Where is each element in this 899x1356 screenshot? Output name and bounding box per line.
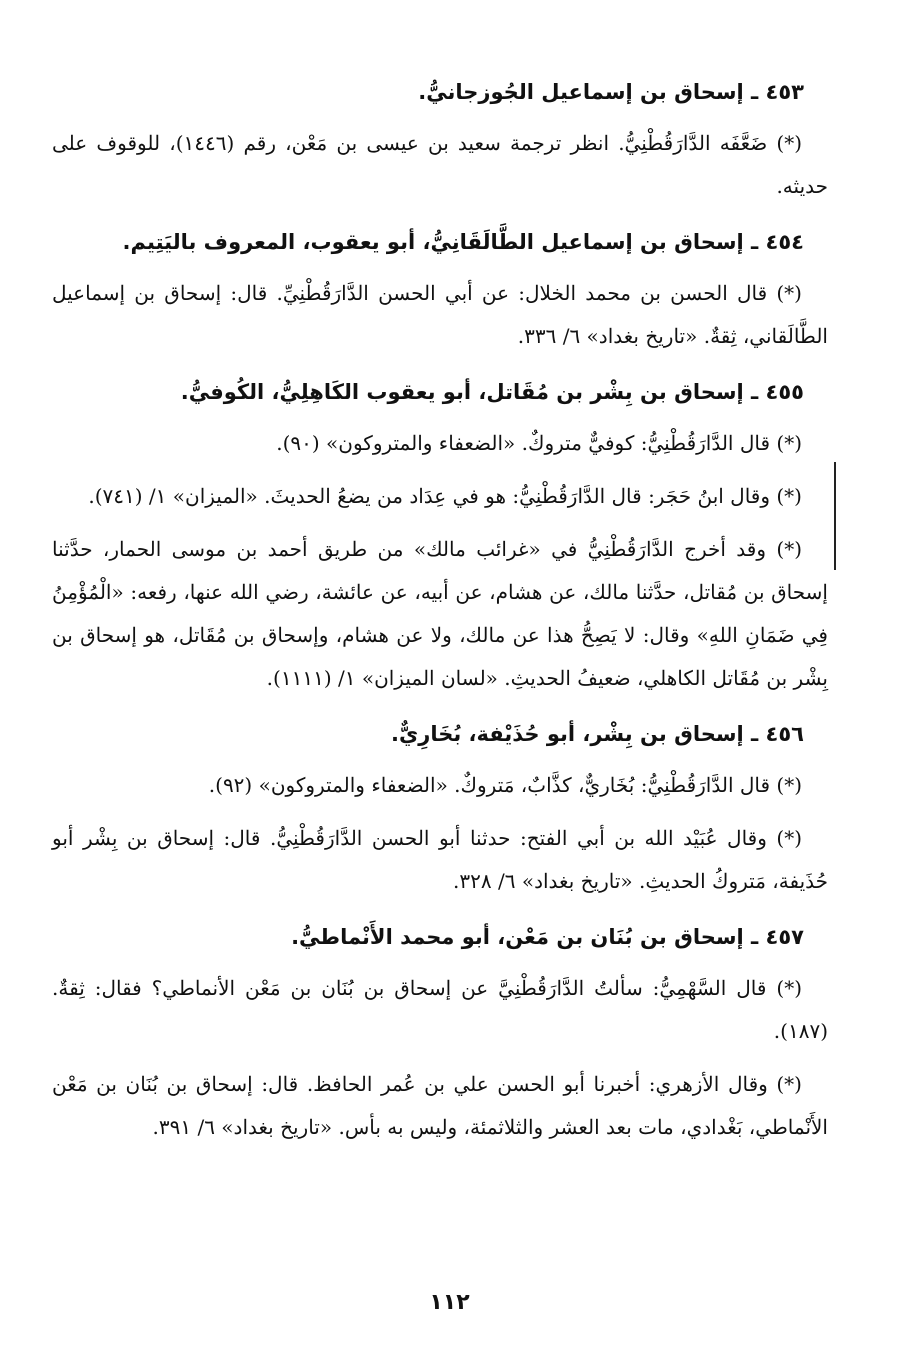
margin-mark <box>834 462 836 570</box>
entry-paragraph: (*) وقال ابنُ حَجَر: قال الدَّارَقُطْنِيُّ: هو في عِدَاد من يضعُ الحديثَ. «الميزان» ١/ (٧٤١). <box>88 484 802 508</box>
entry-heading: ٤٥٣ ـ إسحاق بن إسماعيل الجُوزجانيُّ. <box>418 80 804 104</box>
entry-heading: ٤٥٥ ـ إسحاق بن بِشْر بن مُقَاتل، أبو يعقوب الكَاهِلِيُّ، الكُوفيُّ. <box>180 380 804 404</box>
entry-heading: ٤٥٦ ـ إسحاق بن بِشْر، أبو حُذَيْفة، بُخَارِيٌّ. <box>391 722 804 746</box>
entry-paragraph: (*) قال الحسن بن محمد الخلال: عن أبي الحسن الدَّارَقُطْنِيِّ. قال: إسحاق بن إسماعيل الطَّالَقاني، ثِقةٌ. «تاريخ بغداد» ٦/ ٣٣٦. <box>52 281 828 348</box>
page-body <box>52 72 828 1149</box>
entry-paragraph: (*) ضَعَّفَه الدَّارَقُطْنِيُّ. انظر ترجمة سعيد بن عيسى بن مَعْن، رقم (١٤٤٦)، للوقوف على حديثه. <box>52 131 828 198</box>
page-number: ١١٢ <box>429 1290 470 1315</box>
entry-paragraph: (*) قال الدَّارَقُطْنِيُّ: بُخَاريٌّ، كذَّابٌ، مَتروكٌ. «الضعفاء والمتروكون» (٩٢). <box>208 773 802 797</box>
entry-paragraph: (*) وقد أخرج الدَّارَقُطْنِيُّ في «غرائب مالك» من طريق أحمد بن موسى الحمار، حدَّثنا إسحاق بن مُقاتل، حدَّثنا مالك، عن هشام، عن أبيه، عن عائشة، رضي الله عنها، رفعه: «الْمُؤْمِنُ فِي ضَمَانِ اللهِ» وقال: لا يَصِحُّ هذا عن مالك، ولا عن هشام، وإسحاق بن مُقَاتل، هو إسحاق بن بِشْر بن مُقَاتل الكاهلي، ضعيفُ الحديثِ. «لسان الميزان» ١/ (١١١١). <box>52 537 828 690</box>
entry-heading: ٤٥٤ ـ إسحاق بن إسماعيل الطَّالَقَانِيُّ، أبو يعقوب، المعروف باليَتِيم. <box>122 230 804 254</box>
entry-heading: ٤٥٧ ـ إسحاق بن بُنَان بن مَعْن، أبو محمد الأَنْماطيُّ. <box>291 925 804 949</box>
entry-paragraph: (*) وقال الأزهري: أخبرنا أبو الحسن علي بن عُمر الحافظ. قال: إسحاق بن بُنَان بن مَعْن الأَنْماطي، بَغْدادي، مات بعد العشر والثلاثمئة، وليس به بأس. «تاريخ بغداد» ٦/ ٣٩١. <box>52 1072 828 1139</box>
entry-paragraph: (*) قال السَّهْمِيُّ: سألتُ الدَّارَقُطْنِيَّ عن إسحاق بن بُنَان بن مَعْن الأنماطي؟ فقال: ثِقةٌ. (١٨٧). <box>52 976 828 1043</box>
entry-paragraph: (*) قال الدَّارَقُطْنِيُّ: كوفيٌّ متروكٌ. «الضعفاء والمتروكون» (٩٠). <box>276 431 802 455</box>
entry-paragraph: (*) وقال عُبَيْد الله بن أبي الفتح: حدثنا أبو الحسن الدَّارَقُطْنِيُّ. قال: إسحاق بن بِشْر أبو حُذَيفة، مَتروكُ الحديثِ. «تاريخ بغداد» ٦/ ٣٢٨. <box>52 826 828 893</box>
